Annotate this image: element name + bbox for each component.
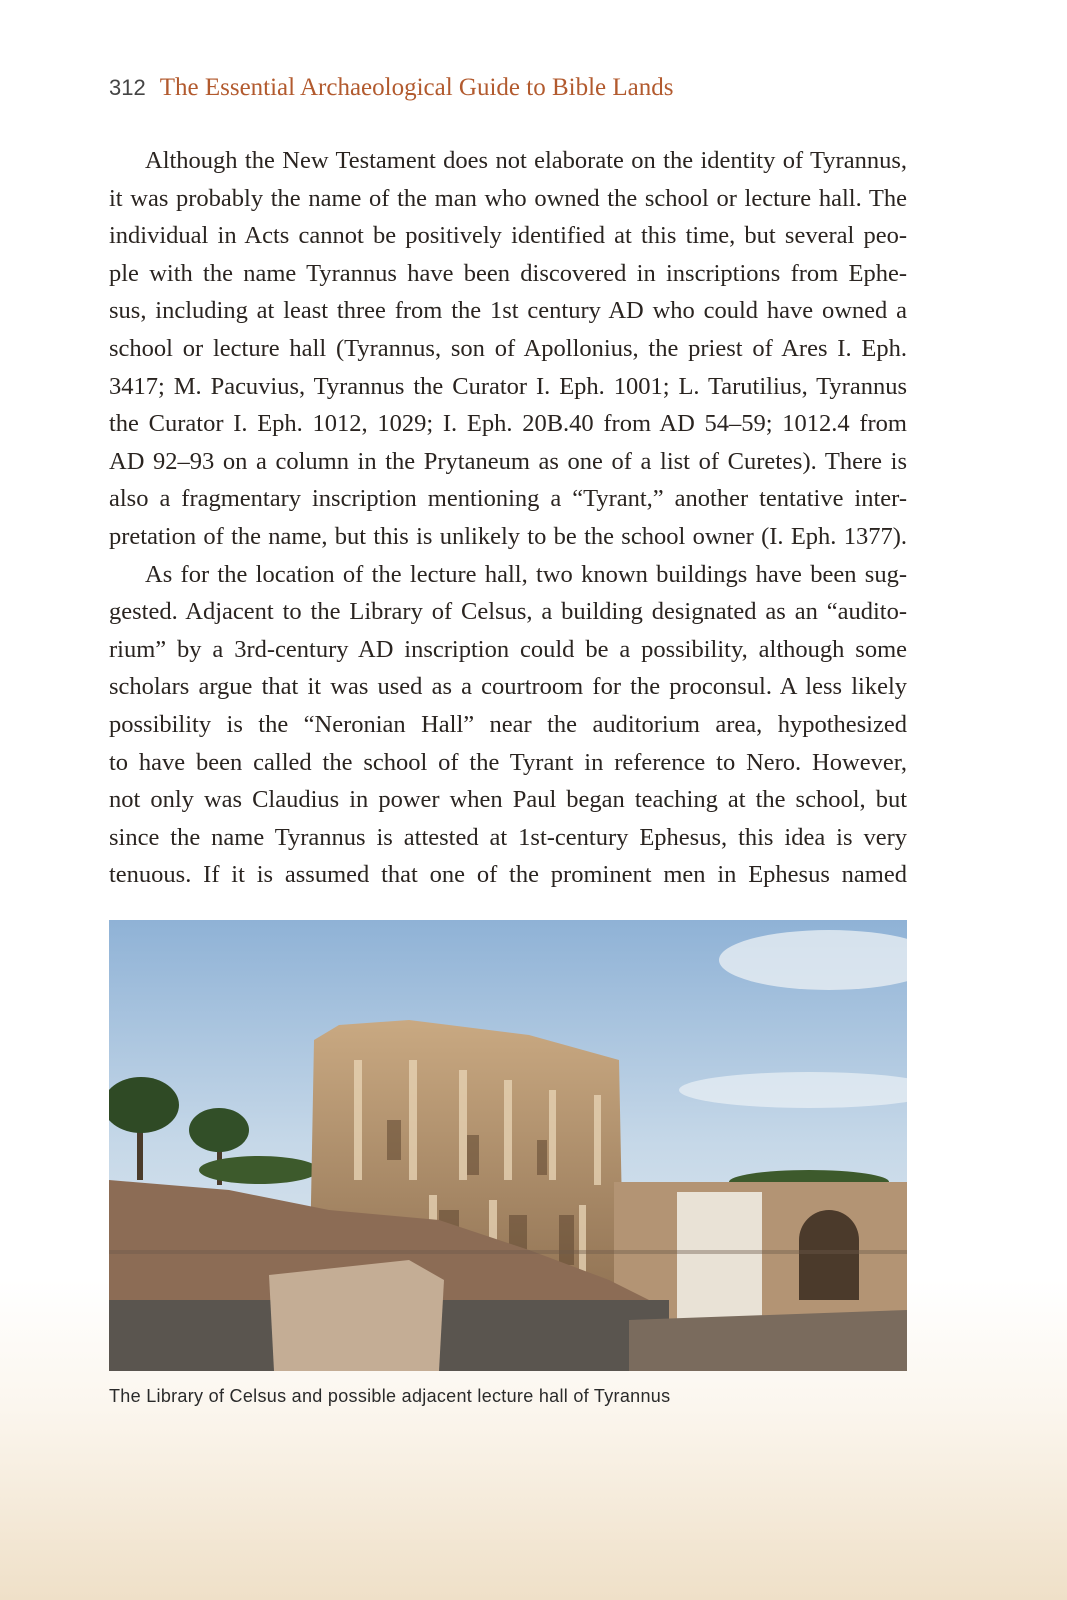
text-line: the Curator I. Eph. 1012, 1029; I. Eph. 20B.40 from AD 54–59; 1012.4 from xyxy=(109,410,907,438)
text-line: As for the location of the lecture hall, two known buildings have been sug- xyxy=(145,560,907,588)
text-line: ple with the name Tyrannus have been discovered in inscriptions from Ephe- xyxy=(109,259,907,287)
text-line: tenuous. If it is assumed that one of the prominent men in Ephesus named xyxy=(109,861,907,889)
text-line: school or lecture hall (Tyrannus, son of Apollonius, the priest of Ares I. Eph. xyxy=(109,334,907,362)
text-line: AD 92–93 on a column in the Prytaneum as one of a list of Curetes). There is xyxy=(109,447,907,475)
text-line: 3417; M. Pacuvius, Tyrannus the Curator I. Eph. 1001; L. Tarutilius, Tyrannus xyxy=(109,372,907,400)
text-line: possibility is the “Neronian Hall” near the auditorium area, hypothesized xyxy=(109,710,907,738)
body-text xyxy=(109,142,907,894)
text-line: sus, including at least three from the 1st century AD who could have owned a xyxy=(109,297,907,325)
running-title: The Essential Archaeological Guide to Bible Lands xyxy=(159,74,674,101)
text-line: to have been called the school of the Tyrant in reference to Nero. However, xyxy=(109,748,907,776)
text-line: since the name Tyrannus is attested at 1st-century Ephesus, this idea is very xyxy=(109,823,907,851)
text-line: gested. Adjacent to the Library of Celsus, a building designated as an “audito- xyxy=(109,598,907,626)
text-line: Although the New Testament does not elaborate on the identity of Tyrannus, xyxy=(145,147,907,174)
text-line: pretation of the name, but this is unlikely to be the school owner (I. Eph. 1377). xyxy=(109,522,907,550)
text-line: scholars argue that it was used as a courtroom for the proconsul. A less likely xyxy=(109,673,907,701)
text-line: also a fragmentary inscription mentioning a “Tyrant,” another tentative inter- xyxy=(109,485,907,513)
library-of-celsus-photo xyxy=(109,920,907,1371)
page-number: 312 xyxy=(109,75,146,100)
text-line: it was probably the name of the man who owned the school or lecture hall. The xyxy=(109,184,907,212)
text-line: rium” by a 3rd-century AD inscription could be a possibility, although some xyxy=(109,635,907,663)
text-line: individual in Acts cannot be positively identified at this time, but several peo- xyxy=(109,222,907,250)
running-header xyxy=(109,74,673,102)
figure-caption: The Library of Celsus and possible adjacent lecture hall of Tyrannus xyxy=(109,1386,671,1406)
text-line: not only was Claudius in power when Paul began teaching at the school, but xyxy=(109,786,907,814)
